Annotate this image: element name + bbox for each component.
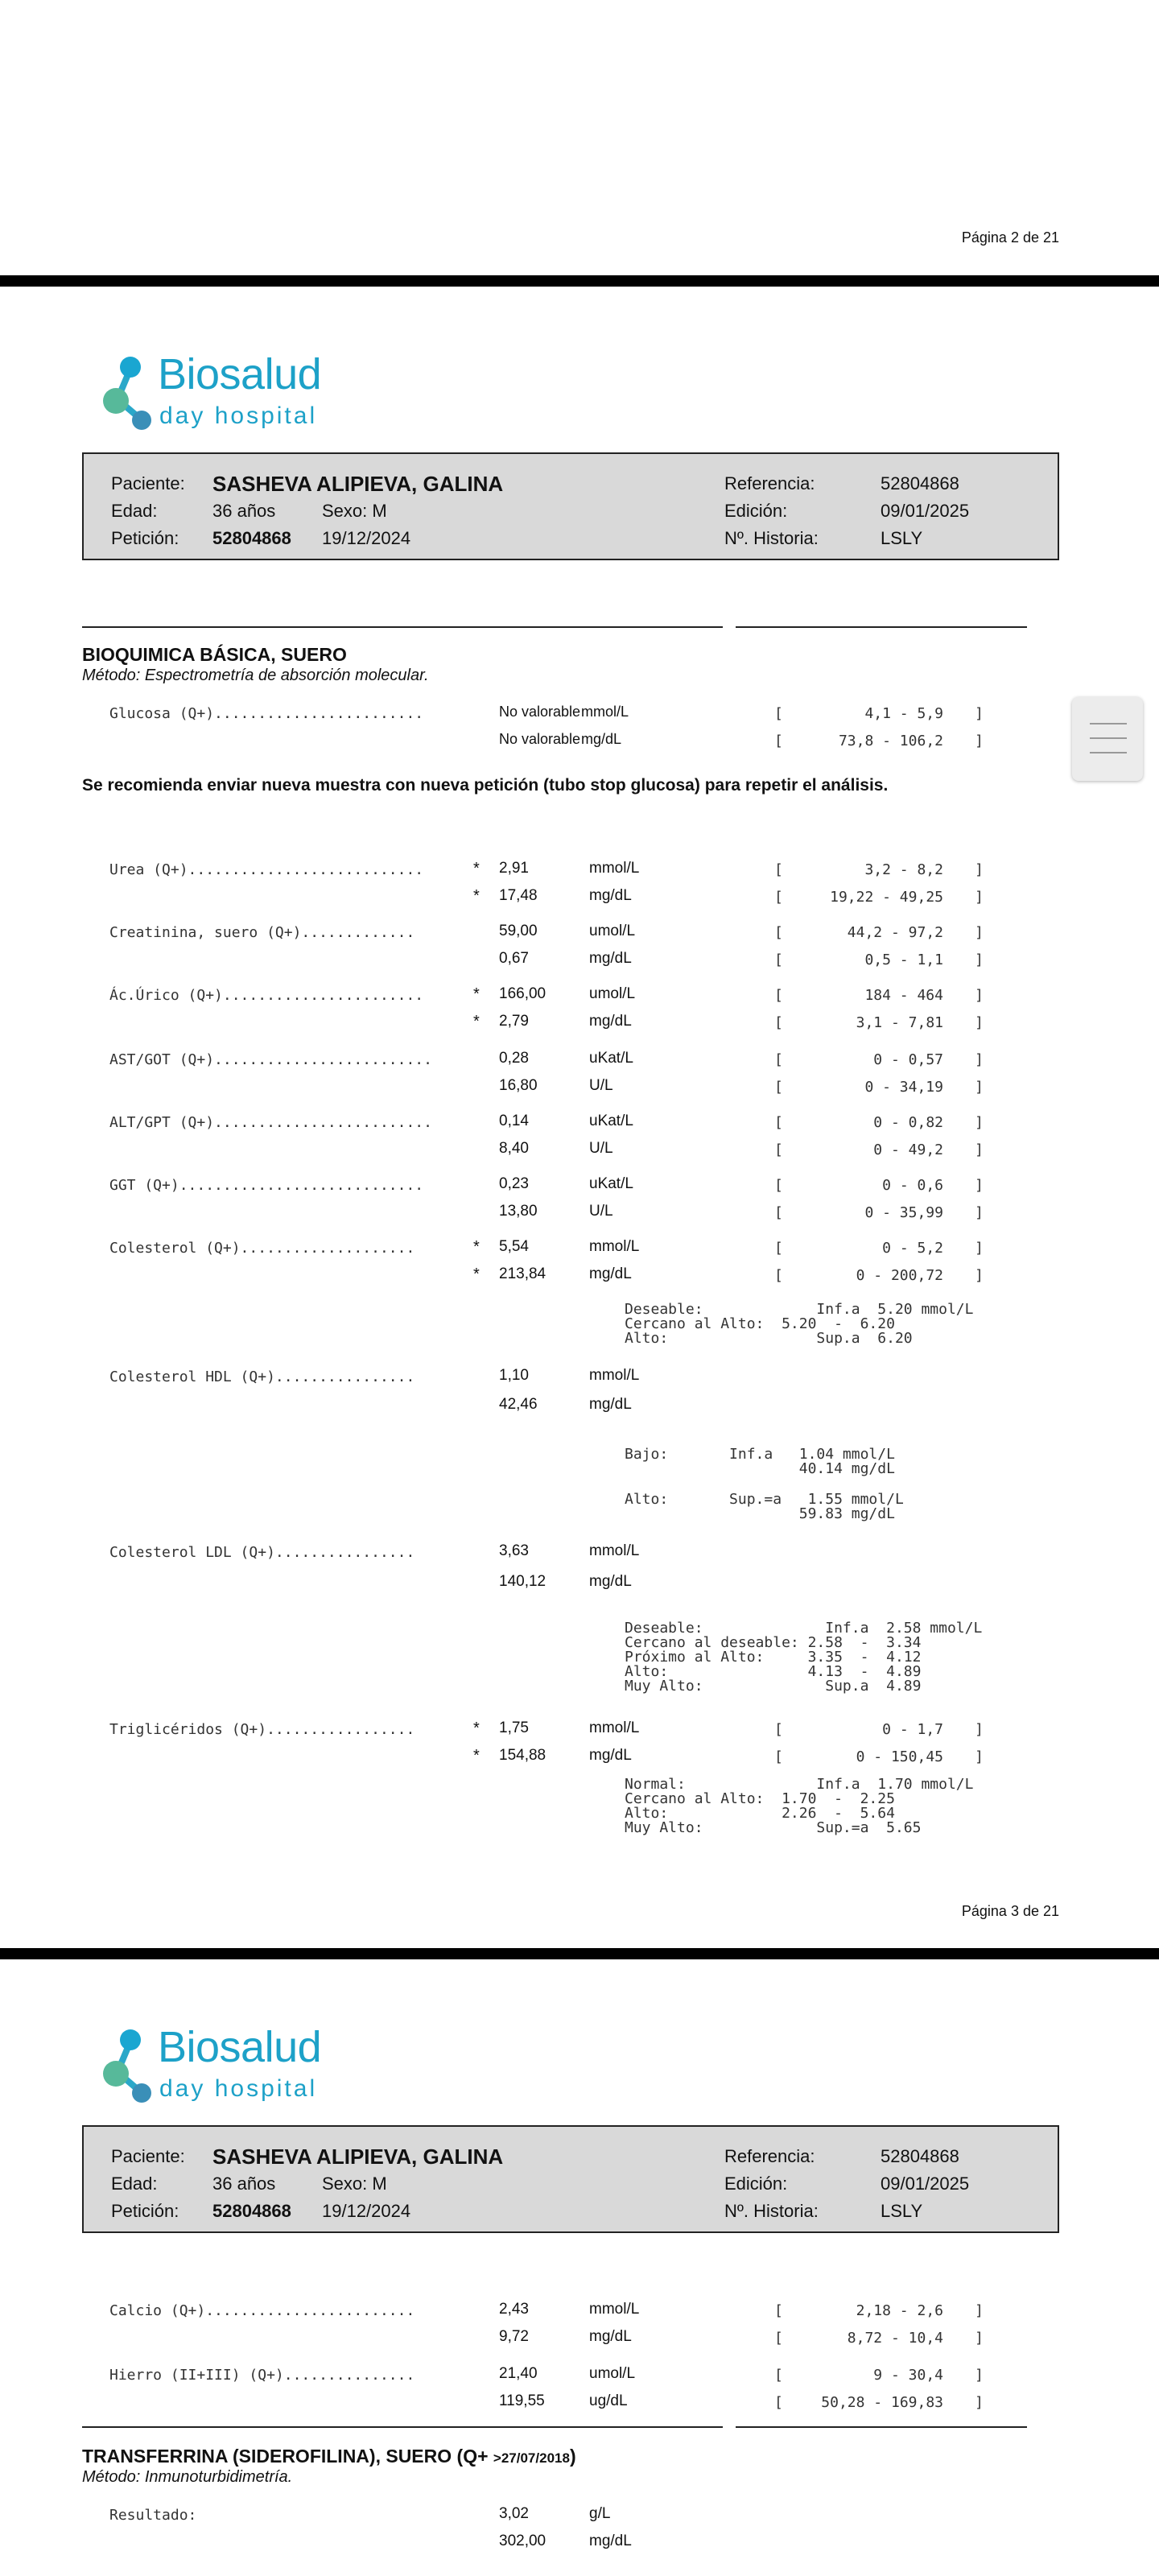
biosalud-logo (100, 2019, 341, 2107)
menu-line-icon (1090, 723, 1127, 724)
test-unit: mmol/L (589, 1238, 640, 1255)
menu-line-icon (1090, 752, 1127, 753)
test-unit: mg/dL (589, 1396, 632, 1413)
test-unit: U/L (589, 1203, 613, 1220)
flag-marker: * (473, 1013, 480, 1030)
test-unit: umol/L (589, 985, 636, 1002)
history-label: Nº. Historia: (724, 2201, 819, 2221)
sex-value: Sexo: M (322, 2174, 387, 2194)
logo-molecule-icon (100, 353, 156, 433)
test-unit: mmol/L (589, 2301, 640, 2318)
reference-values: Alto: Sup.=a 1.55 mmol/L 59.83 mg/dL (625, 1491, 904, 1522)
reference-values: Deseable: Inf.a 2.58 mmol/L Cercano al deseable: 2.58 - 3.34 Próximo al Alto: 3.35 - 4.12 Alto: 4.13 - 4.89 Muy Alto: Sup.a 4.89 (625, 1620, 983, 1695)
edition-value: 09/01/2025 (881, 501, 970, 521)
edition-label: Edición: (724, 2174, 788, 2194)
request-label: Petición: (111, 2201, 179, 2221)
test-value: 2,79 (499, 1013, 529, 1030)
flag-marker: * (473, 985, 480, 1003)
logo-brand: Biosalud (158, 350, 322, 398)
test-unit: mg/dL (589, 950, 632, 967)
history-value: LSLY (881, 528, 923, 548)
flag-marker: * (473, 1719, 480, 1737)
test-unit: U/L (589, 1077, 613, 1094)
test-value: 0,14 (499, 1113, 529, 1129)
test-name: Creatinina, suero (Q+)............. (109, 924, 415, 941)
test-name: Ác.Úrico (Q+)....................... (109, 987, 424, 1004)
test-value: No valorable (499, 704, 581, 720)
test-name: ALT/GPT (Q+)......................... (109, 1114, 432, 1131)
reference-value: 52804868 (881, 2146, 959, 2166)
test-unit: umol/L (589, 923, 636, 939)
test-name: AST/GOT (Q+)......................... (109, 1051, 432, 1068)
logo-subtitle: day hospital (159, 402, 318, 429)
test-value: 9,72 (499, 2328, 529, 2345)
test-unit: ug/dL (589, 2392, 628, 2409)
reference-values: Bajo: Inf.a 1.04 mmol/L 40.14 mg/dL (625, 1446, 895, 1477)
test-unit: mg/dL (581, 731, 622, 747)
test-unit: umol/L (589, 2365, 636, 2382)
test-unit: g/L (589, 2505, 611, 2522)
age-value: 36 años (212, 2174, 276, 2194)
test-value: 0,23 (499, 1175, 529, 1192)
test-unit: mmol/L (589, 1367, 640, 1384)
patient-name: SASHEVA ALIPIEVA, GALINA (212, 472, 504, 496)
test-name: Resultado: (109, 2507, 197, 2524)
test-unit: uKat/L (589, 1175, 633, 1192)
request-number: 52804868 (212, 2201, 291, 2221)
test-name: Triglicéridos (Q+)................. (109, 1721, 415, 1738)
reference-values: Deseable: Inf.a 5.20 mmol/L Cercano al Alto: 5.20 - 6.20 Alto: Sup.a 6.20 (625, 1301, 974, 1347)
test-value: 2,43 (499, 2301, 529, 2318)
flag-marker: * (473, 1238, 480, 1256)
test-unit: uKat/L (589, 1050, 633, 1067)
reference-value: 52804868 (881, 473, 959, 493)
test-unit: mmol/L (589, 860, 640, 877)
test-value: 119,55 (499, 2392, 545, 2409)
history-label: Nº. Historia: (724, 528, 819, 548)
request-date: 19/12/2024 (322, 2201, 411, 2221)
test-unit: uKat/L (589, 1113, 633, 1129)
request-label: Petición: (111, 528, 179, 548)
section-method: Método: Inmunoturbidimetría. (82, 2468, 293, 2486)
edition-value: 09/01/2025 (881, 2174, 970, 2194)
test-unit: mg/dL (589, 2533, 632, 2549)
test-value: 2,91 (499, 860, 529, 877)
test-value: 59,00 (499, 923, 538, 939)
history-value: LSLY (881, 2201, 923, 2221)
patient-info-box (82, 452, 1059, 560)
test-value: 42,46 (499, 1396, 538, 1413)
sex-value: Sexo: M (322, 501, 387, 521)
recommendation-note: Se recomienda enviar nueva muestra con nueva petición (tubo stop glucosa) para repetir el análisis. (82, 776, 889, 795)
test-unit: mg/dL (589, 1573, 632, 1590)
patient-label: Paciente: (111, 473, 185, 493)
section-rule (736, 2426, 1027, 2428)
test-name: Glucosa (Q+)........................ (109, 705, 424, 722)
test-name: GGT (Q+)............................ (109, 1177, 424, 1194)
age-label: Edad: (111, 2174, 158, 2194)
test-value: 1,75 (499, 1719, 529, 1736)
test-name: Calcio (Q+)........................ (109, 2302, 415, 2319)
test-unit: mg/dL (589, 887, 632, 904)
test-unit: mg/dL (589, 2328, 632, 2345)
page-number: Página 2 de 21 (961, 229, 1059, 246)
logo-molecule-icon (100, 2025, 156, 2106)
section-method: Método: Espectrometría de absorción molecular. (82, 667, 429, 684)
test-name: Hierro (II+III) (Q+)............... (109, 2367, 415, 2384)
scroll-menu-button[interactable] (1072, 697, 1143, 781)
test-name: Colesterol LDL (Q+)................ (109, 1544, 415, 1561)
edition-label: Edición: (724, 501, 788, 521)
reference-label: Referencia: (724, 2146, 815, 2166)
test-value: 13,80 (499, 1203, 538, 1220)
patient-name: SASHEVA ALIPIEVA, GALINA (212, 2145, 504, 2169)
logo-subtitle: day hospital (159, 2075, 318, 2102)
flag-marker: * (473, 860, 480, 877)
section-rule (736, 626, 1027, 628)
test-value: 21,40 (499, 2365, 538, 2382)
section-rule (82, 626, 723, 628)
test-name: Colesterol HDL (Q+)................ (109, 1368, 415, 1385)
test-value: 5,54 (499, 1238, 529, 1255)
test-value: 1,10 (499, 1367, 529, 1384)
test-value: 0,28 (499, 1050, 529, 1067)
test-value: 3,02 (499, 2505, 529, 2522)
test-value: 140,12 (499, 1573, 547, 1590)
request-number: 52804868 (212, 528, 291, 548)
flag-marker: * (473, 1265, 480, 1283)
test-value: 16,80 (499, 1077, 538, 1094)
test-unit: mg/dL (589, 1747, 632, 1764)
test-value: No valorable (499, 731, 581, 747)
test-value: 3,63 (499, 1542, 529, 1559)
test-unit: mg/dL (589, 1265, 632, 1282)
test-unit: U/L (589, 1140, 613, 1157)
test-value: 8,40 (499, 1140, 529, 1157)
test-value: 166,00 (499, 985, 547, 1002)
test-name: Colesterol (Q+).................... (109, 1240, 415, 1257)
page-number: Página 3 de 21 (961, 1903, 1059, 1919)
biosalud-logo (100, 346, 341, 435)
age-label: Edad: (111, 501, 158, 521)
age-value: 36 años (212, 501, 276, 521)
reference-values: Normal: Inf.a 1.70 mmol/L Cercano al Alto: 1.70 - 2.25 Alto: 2.26 - 5.64 Muy Alto: Sup.=a 5.65 (625, 1776, 974, 1836)
logo-brand: Biosalud (158, 2023, 322, 2071)
section-title: BIOQUIMICA BÁSICA, SUERO (82, 644, 347, 665)
request-date: 19/12/2024 (322, 528, 411, 548)
menu-line-icon (1090, 737, 1127, 739)
section-rule (82, 2426, 723, 2428)
page-divider (0, 1948, 1159, 1959)
test-unit: mg/dL (589, 1013, 632, 1030)
test-value: 213,84 (499, 1265, 547, 1282)
patient-info-box (82, 2125, 1059, 2233)
test-unit: mmol/L (589, 1542, 640, 1559)
test-unit: mmol/L (581, 704, 629, 720)
test-name: Urea (Q+)........................... (109, 861, 424, 878)
patient-label: Paciente: (111, 2146, 185, 2166)
test-value: 17,48 (499, 887, 538, 904)
flag-marker: * (473, 1747, 480, 1765)
test-value: 154,88 (499, 1747, 547, 1764)
test-value: 302,00 (499, 2533, 547, 2549)
reference-label: Referencia: (724, 473, 815, 493)
test-unit: mmol/L (589, 1719, 640, 1736)
section-title: TRANSFERRINA (SIDEROFILINA), SUERO (Q+ >27/07/2018) (82, 2446, 576, 2467)
page-divider (0, 275, 1159, 287)
test-value: 0,67 (499, 950, 529, 967)
flag-marker: * (473, 887, 480, 905)
